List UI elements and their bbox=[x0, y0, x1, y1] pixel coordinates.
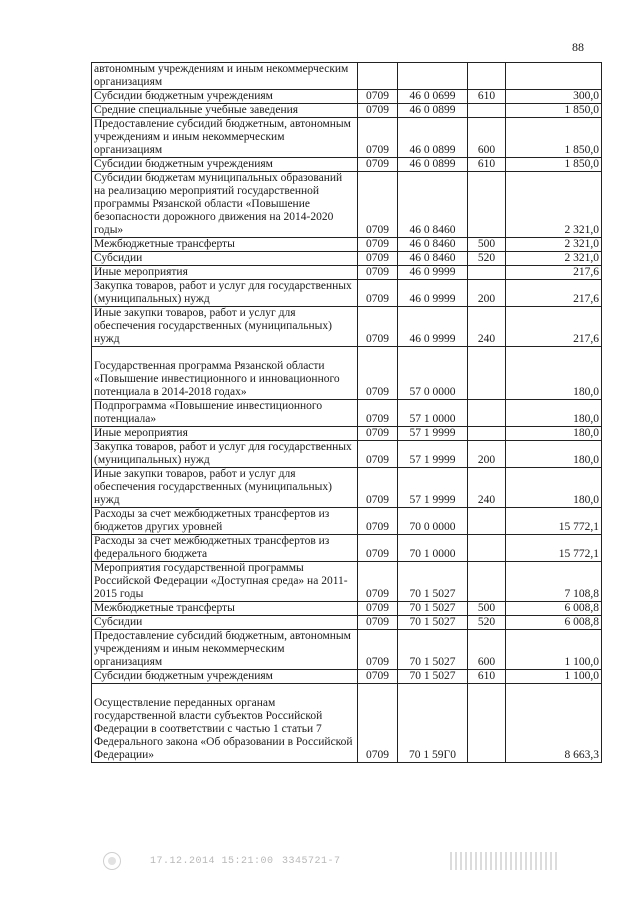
table-row bbox=[92, 468, 602, 508]
table-row bbox=[92, 280, 602, 307]
row-section-code: 0709 bbox=[358, 104, 398, 118]
row-amount: 7 108,8 bbox=[506, 562, 602, 602]
row-target-code: 70 1 0000 bbox=[398, 535, 468, 562]
table-row bbox=[92, 158, 602, 172]
row-amount: 180,0 bbox=[506, 347, 602, 400]
table-row bbox=[92, 630, 602, 670]
row-description: Закупка товаров, работ и услуг для государственных (муниципальных) нужд bbox=[92, 280, 358, 307]
row-target-code: 70 0 0000 bbox=[398, 508, 468, 535]
row-target-code: 70 1 5027 bbox=[398, 602, 468, 616]
row-section-code: 0709 bbox=[358, 238, 398, 252]
row-section-code: 0709 bbox=[358, 252, 398, 266]
row-amount: 180,0 bbox=[506, 441, 602, 468]
table-row bbox=[92, 266, 602, 280]
row-description: Субсидии бюджетным учреждениям bbox=[92, 670, 358, 684]
row-description: Иные мероприятия bbox=[92, 427, 358, 441]
row-section-code: 0709 bbox=[358, 427, 398, 441]
row-description: Закупка товаров, работ и услуг для государственных (муниципальных) нужд bbox=[92, 441, 358, 468]
row-expense-type bbox=[468, 400, 506, 427]
row-description: Субсидии бюджетным учреждениям bbox=[92, 90, 358, 104]
row-amount: 1 100,0 bbox=[506, 670, 602, 684]
row-expense-type: 600 bbox=[468, 630, 506, 670]
row-amount: 6 008,8 bbox=[506, 616, 602, 630]
row-amount bbox=[506, 63, 602, 90]
row-section-code: 0709 bbox=[358, 90, 398, 104]
row-section-code: 0709 bbox=[358, 307, 398, 347]
row-section-code: 0709 bbox=[358, 172, 398, 238]
row-section-code: 0709 bbox=[358, 400, 398, 427]
row-target-code: 46 0 0899 bbox=[398, 104, 468, 118]
row-expense-type: 520 bbox=[468, 252, 506, 266]
row-target-code: 46 0 9999 bbox=[398, 280, 468, 307]
row-amount: 1 100,0 bbox=[506, 630, 602, 670]
table-row bbox=[92, 562, 602, 602]
row-amount: 1 850,0 bbox=[506, 104, 602, 118]
row-section-code: 0709 bbox=[358, 616, 398, 630]
table-row bbox=[92, 238, 602, 252]
row-section-code: 0709 bbox=[358, 280, 398, 307]
row-description: Иные закупки товаров, работ и услуг для обеспечения государственных (муниципальных) нужд bbox=[92, 468, 358, 508]
row-amount: 2 321,0 bbox=[506, 238, 602, 252]
table-row bbox=[92, 307, 602, 347]
row-description: Расходы за счет межбюджетных трансфертов из бюджетов других уровней bbox=[92, 508, 358, 535]
row-description: Предоставление субсидий бюджетным, автономным учреждениям и иным некоммерческим организациям bbox=[92, 118, 358, 158]
row-section-code: 0709 bbox=[358, 468, 398, 508]
row-expense-type bbox=[468, 684, 506, 763]
row-expense-type bbox=[468, 562, 506, 602]
row-description: Межбюджетные трансферты bbox=[92, 602, 358, 616]
row-amount: 1 850,0 bbox=[506, 158, 602, 172]
row-amount: 15 772,1 bbox=[506, 508, 602, 535]
row-amount: 2 321,0 bbox=[506, 172, 602, 238]
row-target-code: 70 1 5027 bbox=[398, 562, 468, 602]
row-description: Иные закупки товаров, работ и услуг для обеспечения государственных (муниципальных) нужд bbox=[92, 307, 358, 347]
row-section-code: 0709 bbox=[358, 158, 398, 172]
row-amount: 6 008,8 bbox=[506, 602, 602, 616]
row-expense-type: 610 bbox=[468, 670, 506, 684]
table-row bbox=[92, 441, 602, 468]
row-section-code: 0709 bbox=[358, 602, 398, 616]
table-row bbox=[92, 616, 602, 630]
row-section-code: 0709 bbox=[358, 630, 398, 670]
row-description: Субсидии bbox=[92, 616, 358, 630]
row-description: Средние специальные учебные заведения bbox=[92, 104, 358, 118]
row-amount: 2 321,0 bbox=[506, 252, 602, 266]
row-description: Мероприятия государственной программы Российской Федерации «Доступная среда» на 2011-2015 годы bbox=[92, 562, 358, 602]
row-section-code: 0709 bbox=[358, 347, 398, 400]
row-expense-type bbox=[468, 63, 506, 90]
row-target-code: 57 0 0000 bbox=[398, 347, 468, 400]
row-expense-type: 240 bbox=[468, 468, 506, 508]
row-target-code: 46 0 8460 bbox=[398, 238, 468, 252]
table-row bbox=[92, 63, 602, 90]
row-description: Субсидии бюджетам муниципальных образований на реализацию мероприятий государственной программы Рязанской области «Повышение безопасности дорожного движения на 2014-2020 годы» bbox=[92, 172, 358, 238]
row-target-code: 57 1 9999 bbox=[398, 427, 468, 441]
table-row bbox=[92, 427, 602, 441]
row-target-code: 46 0 0699 bbox=[398, 90, 468, 104]
row-description: Подпрограмма «Повышение инвестиционного потенциала» bbox=[92, 400, 358, 427]
row-amount: 15 772,1 bbox=[506, 535, 602, 562]
row-section-code: 0709 bbox=[358, 535, 398, 562]
budget-table bbox=[91, 62, 602, 763]
row-amount: 217,6 bbox=[506, 280, 602, 307]
table-row bbox=[92, 347, 602, 400]
row-amount: 217,6 bbox=[506, 266, 602, 280]
row-target-code: 57 1 9999 bbox=[398, 441, 468, 468]
row-target-code: 46 0 0899 bbox=[398, 158, 468, 172]
row-expense-type bbox=[468, 508, 506, 535]
row-expense-type: 520 bbox=[468, 616, 506, 630]
row-section-code: 0709 bbox=[358, 441, 398, 468]
row-description: Государственная программа Рязанской области «Повышение инвестиционного и инновационного потенциала в 2014-2018 годах» bbox=[92, 347, 358, 400]
row-expense-type: 600 bbox=[468, 118, 506, 158]
row-section-code: 0709 bbox=[358, 562, 398, 602]
row-expense-type: 500 bbox=[468, 238, 506, 252]
row-description: Осуществление переданных органам государственной власти субъектов Российской Федерации в соответствии с частью 1 статьи 7 Федерального закона «Об образовании в Российской Федерации» bbox=[92, 684, 358, 763]
row-expense-type: 500 bbox=[468, 602, 506, 616]
row-target-code: 46 0 9999 bbox=[398, 307, 468, 347]
row-section-code: 0709 bbox=[358, 508, 398, 535]
stamp-smudge bbox=[450, 852, 560, 870]
table-row bbox=[92, 118, 602, 158]
row-section-code: 0709 bbox=[358, 266, 398, 280]
table-row bbox=[92, 670, 602, 684]
row-expense-type: 240 bbox=[468, 307, 506, 347]
row-target-code: 70 1 5027 bbox=[398, 630, 468, 670]
row-section-code: 0709 bbox=[358, 118, 398, 158]
row-target-code: 46 0 9999 bbox=[398, 266, 468, 280]
table-row bbox=[92, 400, 602, 427]
row-expense-type: 200 bbox=[468, 280, 506, 307]
row-expense-type: 200 bbox=[468, 441, 506, 468]
row-expense-type bbox=[468, 266, 506, 280]
row-target-code bbox=[398, 63, 468, 90]
row-target-code: 46 0 0899 bbox=[398, 118, 468, 158]
footer-timestamp: 17.12.2014 15:21:00 bbox=[150, 856, 274, 867]
budget-table-body bbox=[92, 63, 602, 763]
row-expense-type bbox=[468, 535, 506, 562]
row-target-code: 70 1 5027 bbox=[398, 616, 468, 630]
row-target-code: 70 1 5027 bbox=[398, 670, 468, 684]
table-row bbox=[92, 684, 602, 763]
table-row bbox=[92, 104, 602, 118]
footer-document-id: 3345721-7 bbox=[282, 856, 341, 867]
row-target-code: 57 1 0000 bbox=[398, 400, 468, 427]
row-section-code: 0709 bbox=[358, 670, 398, 684]
row-expense-type: 610 bbox=[468, 158, 506, 172]
table-row bbox=[92, 252, 602, 266]
row-target-code: 57 1 9999 bbox=[398, 468, 468, 508]
row-expense-type bbox=[468, 104, 506, 118]
row-description: Расходы за счет межбюджетных трансфертов из федерального бюджета bbox=[92, 535, 358, 562]
row-amount: 217,6 bbox=[506, 307, 602, 347]
table-row bbox=[92, 508, 602, 535]
row-expense-type bbox=[468, 347, 506, 400]
row-amount: 180,0 bbox=[506, 400, 602, 427]
row-description: Субсидии bbox=[92, 252, 358, 266]
row-amount: 8 663,3 bbox=[506, 684, 602, 763]
row-description: Предоставление субсидий бюджетным, автономным учреждениям и иным некоммерческим организациям bbox=[92, 630, 358, 670]
row-section-code bbox=[358, 63, 398, 90]
row-target-code: 70 1 59Г0 bbox=[398, 684, 468, 763]
row-target-code: 46 0 8460 bbox=[398, 172, 468, 238]
seal-icon bbox=[103, 852, 121, 870]
row-description: Межбюджетные трансферты bbox=[92, 238, 358, 252]
row-amount: 300,0 bbox=[506, 90, 602, 104]
row-target-code: 46 0 8460 bbox=[398, 252, 468, 266]
row-description: автономным учреждениям и иным некоммерческим организациям bbox=[92, 63, 358, 90]
table-row bbox=[92, 535, 602, 562]
row-description: Субсидии бюджетным учреждениям bbox=[92, 158, 358, 172]
page-number: 88 bbox=[572, 40, 584, 54]
row-expense-type: 610 bbox=[468, 90, 506, 104]
row-amount: 1 850,0 bbox=[506, 118, 602, 158]
row-section-code: 0709 bbox=[358, 684, 398, 763]
table-row bbox=[92, 172, 602, 238]
row-expense-type bbox=[468, 427, 506, 441]
table-row bbox=[92, 602, 602, 616]
row-amount: 180,0 bbox=[506, 427, 602, 441]
row-expense-type bbox=[468, 172, 506, 238]
row-description: Иные мероприятия bbox=[92, 266, 358, 280]
table-row bbox=[92, 90, 602, 104]
row-amount: 180,0 bbox=[506, 468, 602, 508]
